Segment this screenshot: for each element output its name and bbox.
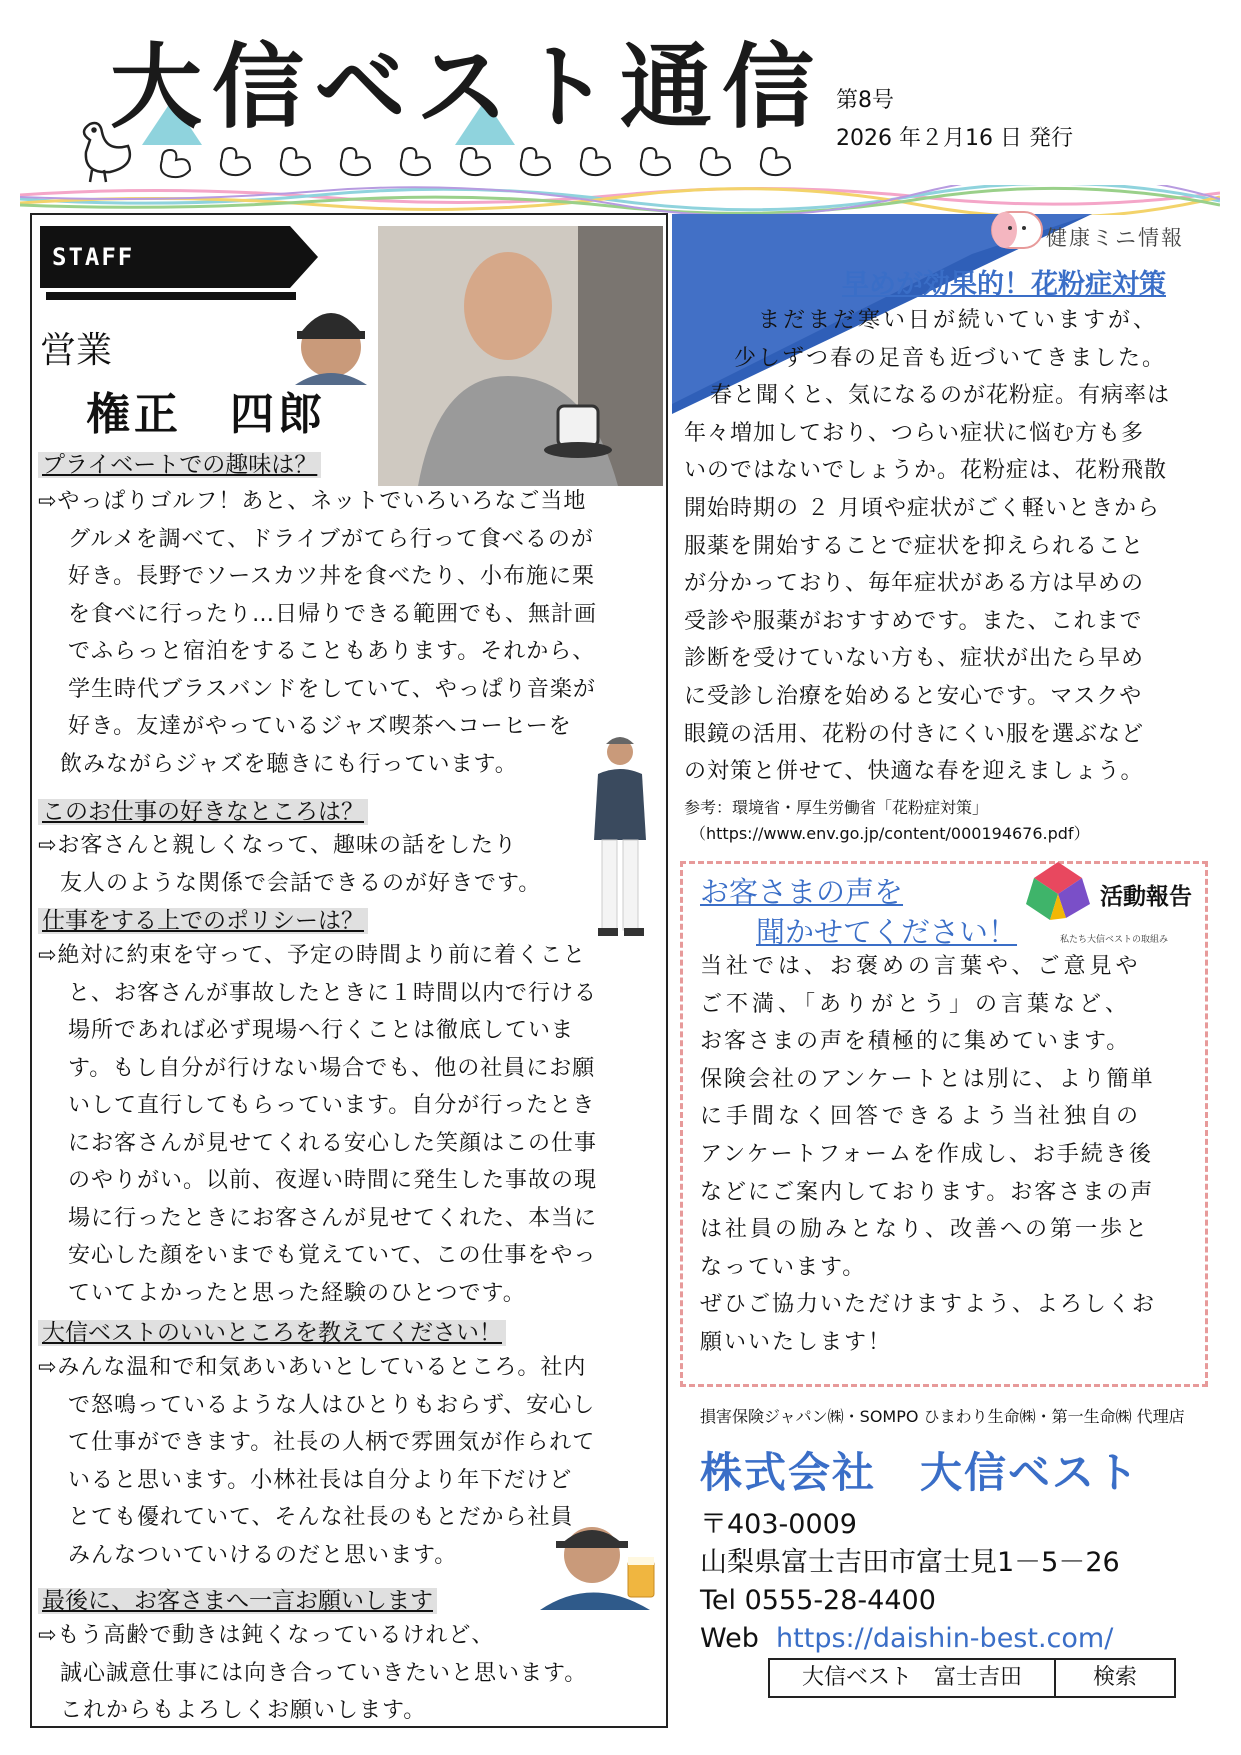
health-article-title: 早めが効果的！花粉症対策 xyxy=(842,269,1166,300)
answer-line: 飲みながらジャズを聴きにも行っています。 xyxy=(60,751,518,777)
answer-line: て仕事ができます。社長の人柄で雰囲気が作られて xyxy=(68,1430,596,1455)
company-tel: Tel 0555-28-4400 xyxy=(700,1585,936,1616)
reference-url: （https://www.env.go.jp/content/000194676.pdf） xyxy=(690,824,1090,843)
voice-line: 保険会社のアンケートとは別に、より簡単 xyxy=(700,1066,1155,1092)
answer-line: みんなついていけるのだと思います。 xyxy=(68,1542,458,1568)
health-line: 開始時期の ２ 月頃や症状がごく軽いときから xyxy=(684,495,1160,521)
answer-job-likes xyxy=(38,827,541,902)
answer-line: 誠心誠意仕事には向き合っていきたいと思います。 xyxy=(60,1660,588,1686)
staff-department: 営業 xyxy=(40,330,113,371)
answer-line: す。もし自分が行けない場合でも、他の社員にお願 xyxy=(68,1055,596,1081)
answer-line: ⇨絶対に約束を守って、予定の時間より前に着くこと xyxy=(38,943,586,968)
voice-line: は社員の励みとなり、改善への第一歩と xyxy=(700,1217,1151,1243)
answer-last-message xyxy=(38,1617,587,1730)
health-article-body xyxy=(684,302,1170,791)
interview-q2 xyxy=(38,796,368,828)
answer-line: 学生時代ブラスバンドをしていて、やっぱり音楽が xyxy=(68,676,596,702)
answer-line: これからもよろしくお願いします。 xyxy=(60,1698,427,1723)
standing-figure-photo xyxy=(580,730,660,940)
staff-photo-illustration xyxy=(378,226,663,486)
answer-line: と、お客さんが事故したときに１時間以内で行ける xyxy=(68,980,598,1006)
health-line: まだまだ寒い日が続いていますが、 xyxy=(758,308,1159,333)
answer-hobby xyxy=(38,483,597,783)
company-name: 株式会社 大信ベスト xyxy=(700,1448,1141,1497)
answer-line: とても優れていて、そんな社長のもとだから社員 xyxy=(68,1505,574,1530)
issue-date: 2026 年２月16 日 発行 xyxy=(836,126,1073,151)
health-line: 年々増加しており、つらい症状に悩む方も多 xyxy=(684,420,1145,446)
newsletter-title: 大信ベスト通信 xyxy=(110,34,825,141)
company-web xyxy=(700,1620,1120,1658)
interview-q5 xyxy=(38,1585,437,1617)
activity-report-badge: 活動報告 xyxy=(1100,884,1192,910)
staff-name: 権正 四郎 xyxy=(86,389,326,440)
answer-line: 安心した顔をいまでも覚えていて、この仕事をやっ xyxy=(68,1243,597,1268)
voice-title-line2: 聞かせてください！ xyxy=(756,915,1018,949)
question-last-message: 最後に、お客さまへ一言お願いします xyxy=(38,1588,437,1614)
voice-title-line1: お客さまの声を xyxy=(700,875,904,909)
portrait-small-cap xyxy=(285,295,377,385)
birds-decoration xyxy=(70,110,870,190)
answer-line: いして直行してもらっています。自分が行ったとき xyxy=(68,1093,596,1118)
answer-line: にお客さんが見せてくれる安心した笑顔はこの仕事 xyxy=(68,1130,598,1156)
answer-line: ⇨お客さんと親しくなって、趣味の話をしたり xyxy=(38,833,517,858)
question-company-good: 大信ベストのいいところを教えてください！ xyxy=(38,1320,506,1346)
voice-line: ぜひご協力いただけますよう、よろしくお xyxy=(700,1292,1157,1318)
answer-policy xyxy=(38,937,597,1312)
answer-line: いると思います。小林社長は自分より年下だけど xyxy=(68,1467,573,1493)
voice-line: ご不満、「ありがとう」の言葉など、 xyxy=(700,991,1132,1017)
answer-line: ていてよかったと思った経験のひとつです。 xyxy=(68,1280,526,1306)
answer-line: 場に行ったときにお客さんが見せてくれた、本当に xyxy=(68,1205,598,1231)
health-line: いのではないでしょうか。花粉症は、花粉飛散 xyxy=(684,458,1168,484)
voice-line: などにご案内しております。お客さまの声 xyxy=(700,1179,1155,1205)
agency-info: 損害保険ジャパン㈱・SOMPO ひまわり生命㈱・第一生命㈱ 代理店 xyxy=(700,1407,1185,1426)
health-line: が分かっており、毎年症状がある方は早めの xyxy=(684,571,1145,597)
pill-icon xyxy=(988,204,1046,256)
answer-line: 好き。長野でソースカツ丼を食べたり、小布施に栗 xyxy=(68,564,596,589)
health-line: 診断を受けていない方も、症状が出たら早め xyxy=(684,646,1145,672)
health-line: に受診し治療を始めると安心です。マスクや xyxy=(684,683,1143,709)
interview-q3 xyxy=(38,905,368,937)
answer-line: 場所であれば必ず現場へ行くことは徹底していま xyxy=(68,1018,575,1043)
health-reference xyxy=(684,795,1090,847)
interview-q4 xyxy=(38,1317,506,1349)
voice-line: アンケートフォームを作成し、お手続き後 xyxy=(700,1141,1153,1167)
health-line: 眼鏡の活用、花粉の付きにくい服を選ぶなど xyxy=(684,721,1145,747)
search-keyword[interactable]: 大信ベスト 富士吉田 xyxy=(770,1660,1056,1696)
answer-line: を食べに行ったり…日帰りできる範囲でも、無計画 xyxy=(68,601,598,627)
staff-interview-badge: STAFF INTERVIEW xyxy=(40,226,290,288)
voice-line: 願いいたします！ xyxy=(700,1329,893,1355)
health-line: 春と聞くと、気になるのが花粉症。有病率は xyxy=(710,383,1171,409)
customer-voice-body xyxy=(700,948,1156,1362)
voice-line: 当社では、お褒めの言葉や、ご意見や xyxy=(700,954,1142,979)
beer-toast-photo xyxy=(530,1515,665,1610)
answer-line: ⇨もう高齢で動きは鈍くなっているけれど、 xyxy=(38,1623,495,1648)
answer-line: ⇨みんな温和で和気あいあいとしているところ。社内 xyxy=(38,1355,587,1380)
company-contact xyxy=(700,1506,1120,1658)
health-line: 服薬を開始することで症状を抑えられること xyxy=(684,533,1145,559)
badge-shadow xyxy=(46,292,296,300)
health-line: 少しずつ春の足音も近づいてきました。 xyxy=(734,345,1167,371)
answer-line: で怒鳴っているような人はひとりもおらず、安心し xyxy=(68,1392,596,1418)
health-mini-info-label: 健康ミニ情報 xyxy=(1046,226,1184,250)
answer-line: でふらっと宿泊をすることもあります。それから、 xyxy=(68,639,596,664)
question-job-likes: このお仕事の好きなところは？ xyxy=(38,799,368,825)
answer-line: 友人のような関係で会話できるのが好きです。 xyxy=(60,870,542,896)
website-link[interactable]: https://daishin-best.com/ xyxy=(776,1623,1114,1654)
search-box[interactable] xyxy=(768,1658,1176,1698)
answer-company-good xyxy=(38,1349,595,1574)
answer-line: のやりがい。以前、夜遅い時間に発生した事故の現 xyxy=(68,1168,598,1193)
issue-number: 第8号 xyxy=(836,88,894,113)
voice-line: なっています。 xyxy=(700,1254,867,1280)
interview-q1 xyxy=(38,449,321,481)
issue-info xyxy=(836,82,1073,158)
voice-line: に手間なく回答できるよう当社独自の xyxy=(700,1104,1143,1130)
activity-report-subtitle: 私たち大信ベストの取組み xyxy=(1060,935,1169,945)
answer-line: ⇨やっぱりゴルフ！あと、ネットでいろいろなご当地 xyxy=(38,489,587,514)
voice-line: お客さまの声を積極的に集めています。 xyxy=(700,1029,1131,1055)
web-label: Web xyxy=(700,1623,759,1654)
reference-source: 参考：環境省・厚生労働省「花粉症対策」 xyxy=(684,798,989,817)
staff-photo-main xyxy=(378,226,663,486)
question-hobby: プライベートでの趣味は？ xyxy=(38,452,321,478)
customer-voice-title xyxy=(700,872,1017,952)
answer-line: 好き。友達がやっているジャズ喫茶へコーヒーを xyxy=(68,714,572,739)
question-policy: 仕事をする上でのポリシーは？ xyxy=(38,908,368,934)
health-line: 受診や服薬がおすすめです。また、これまで xyxy=(684,608,1143,634)
company-address: 山梨県富士吉田市富士見1－5－26 xyxy=(700,1547,1120,1578)
answer-line: グルメを調べて、ドライブがてら行って食べるのが xyxy=(68,526,594,552)
health-line: の対策と併せて、快適な春を迎えましょう。 xyxy=(684,759,1144,785)
postal-code: 〒403-0009 xyxy=(700,1509,857,1540)
activity-report-logo-icon xyxy=(1022,858,1094,930)
search-button[interactable]: 検索 xyxy=(1092,1665,1137,1690)
